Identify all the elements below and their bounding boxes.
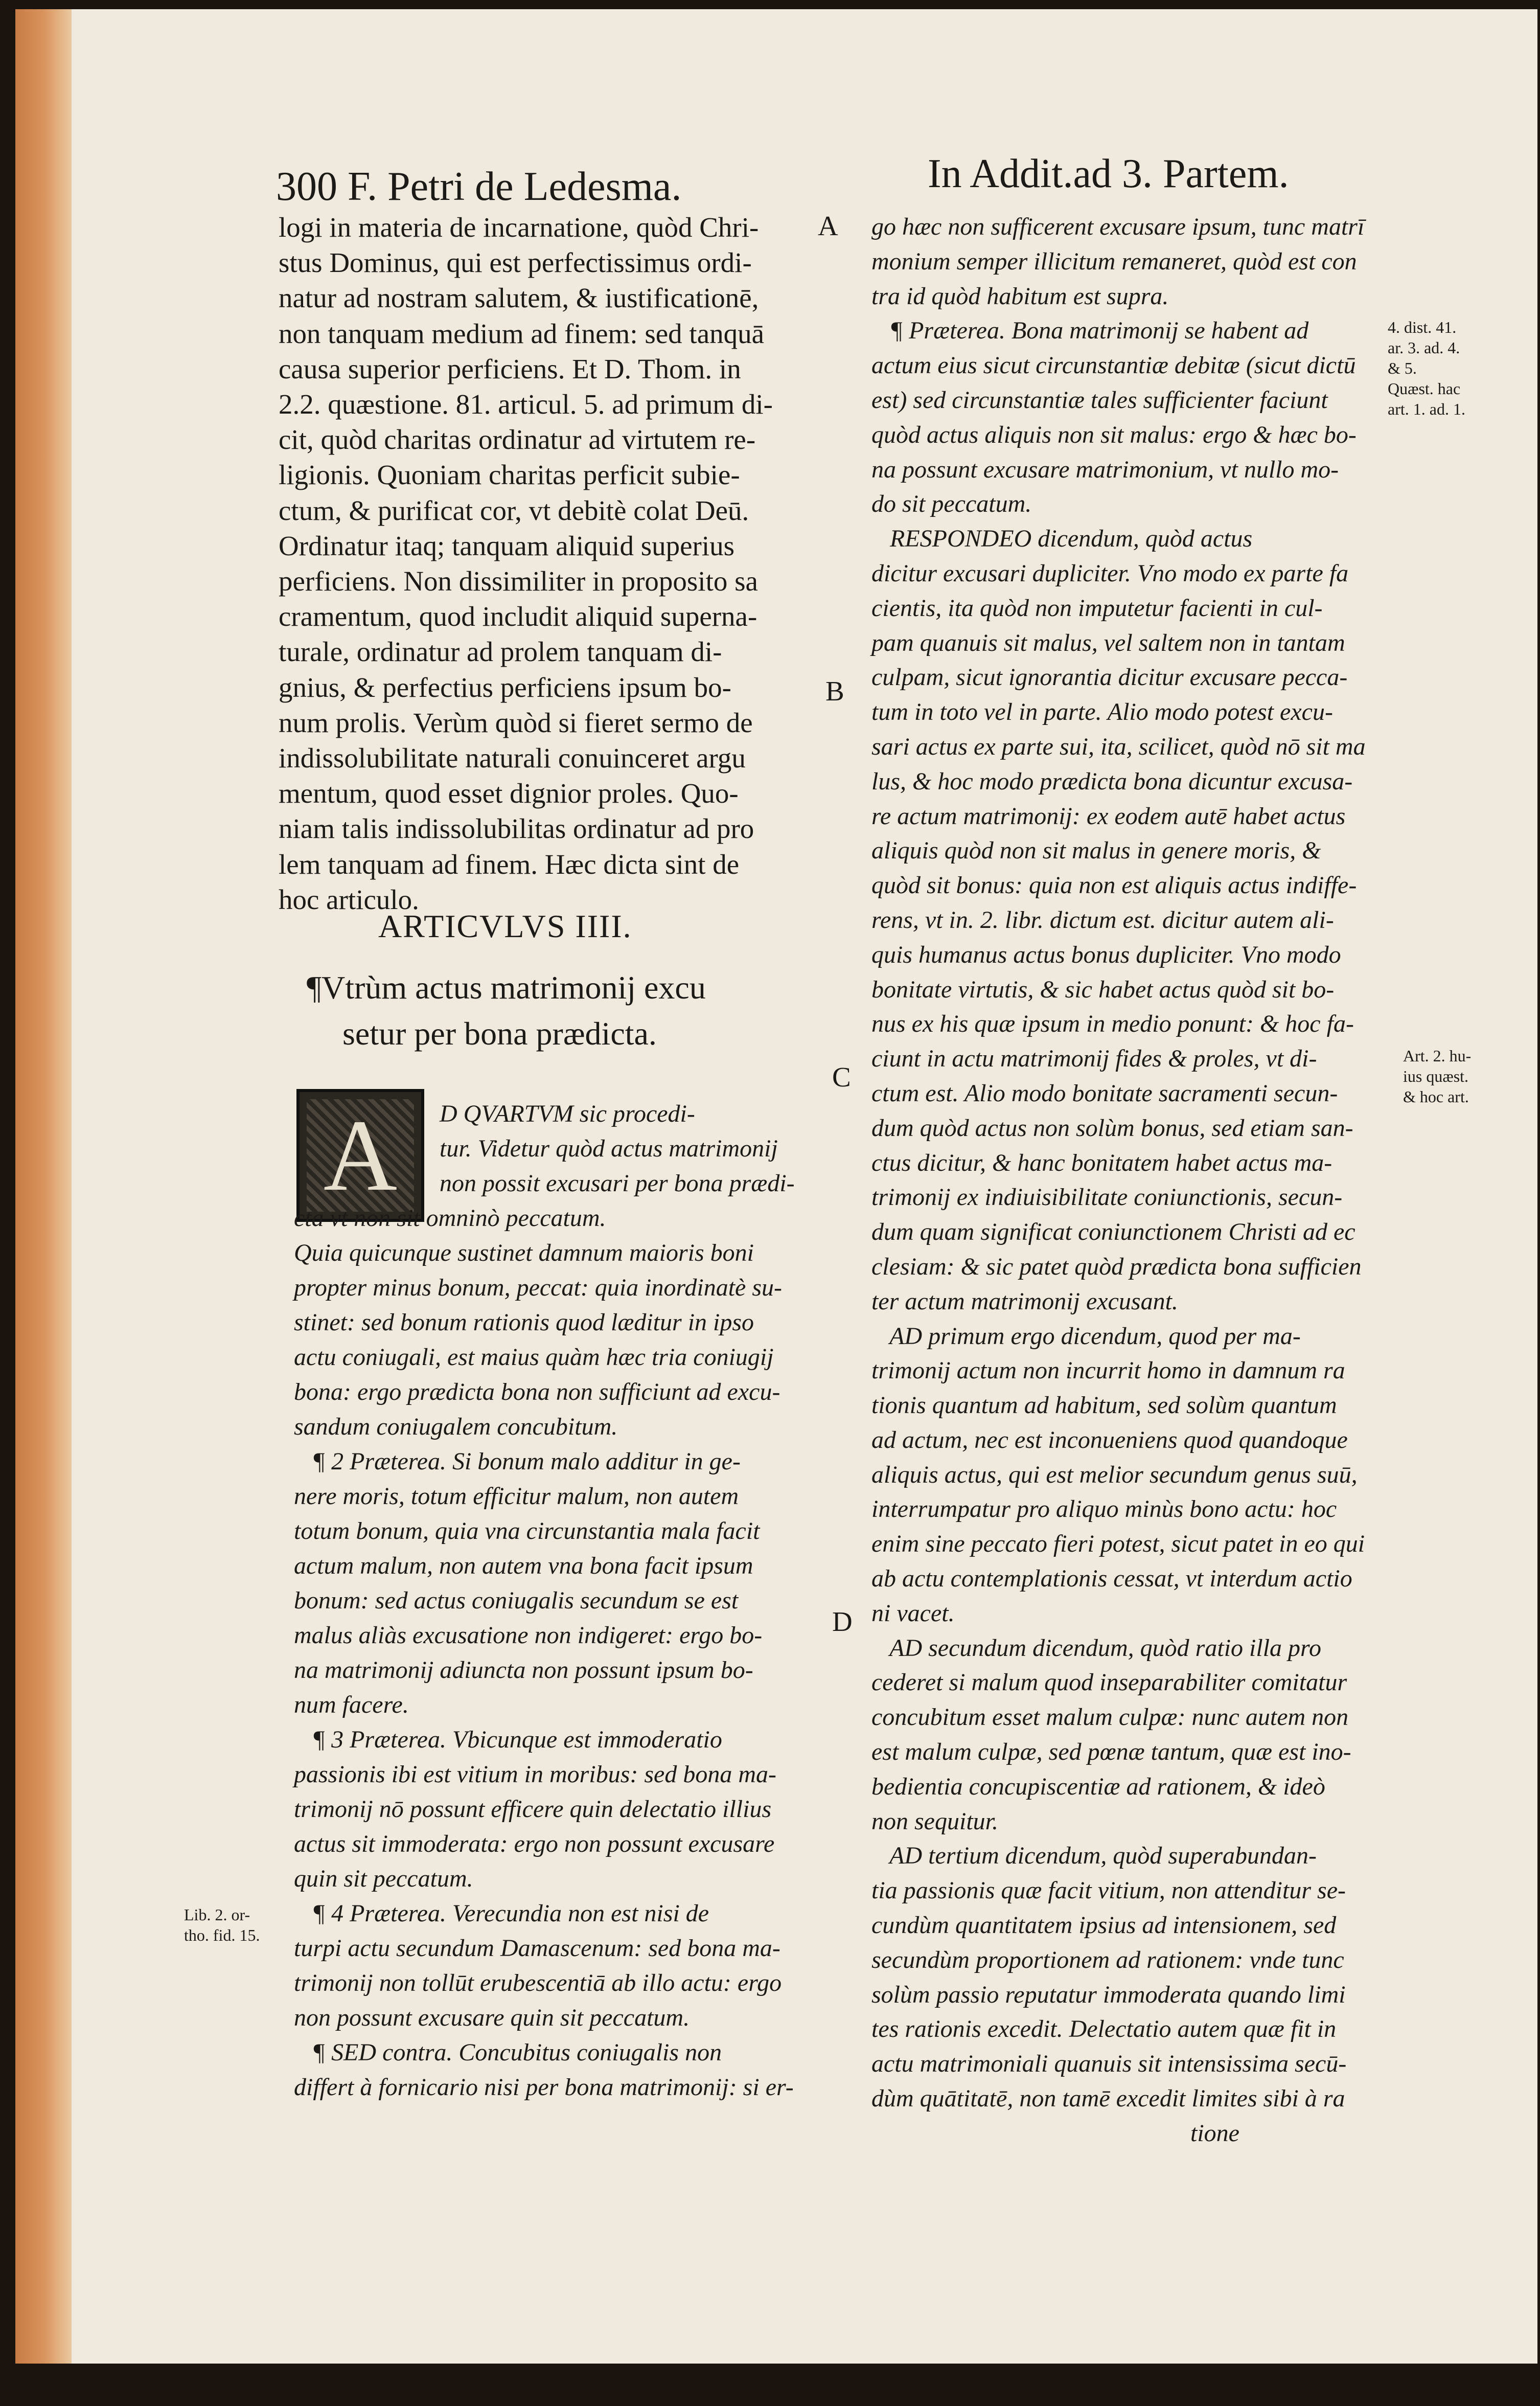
left-column-top-text: logi in materia de incarnatione, quòd Chri- stus Dominus, qui est perfectissimus ordi- natur ad nostram salutem, & iustificationē, non tanquam medium ad finem: sed tanquā causa superior perficiens. Et D. Thom. in 2.2. quæstione. 81. articul. 5. ad primum di- cit, quòd charitas ordinatur ad virtutem re- ligionis. Quoniam charitas perficit subie- ctum, & purificat cor, vt debitè colat Deū. Ordinatur itaq; tanquam aliquid superius perficiens. Non dissimiliter in proposito sa cramentum, quod includit aliquid superna- turale, ordinatur ad prolem tanquam di- gnius, & perfectius perficiens ipsum bo- num prolis. Verùm quòd si fieret sermo de indissolubilitate naturali conuinceret argu mentum, quod esset dignior proles. Quo- niam talis indissolubilitas ordinatur ad pro lem tanquam ad finem. Hæc dicta sint de hoc articulo. — [279, 212, 773, 915]
article-heading: ARTICVLVS IIII. — [378, 908, 632, 944]
margin-note-art: Art. 2. hu- ius quæst. & hoc art. — [1403, 1047, 1472, 1106]
running-header-right: In Addit.ad 3. Partem. — [928, 151, 1289, 196]
left-column-article-body: cta vt non sit omninò peccatum. Quia quicunque sustinet damnum maioris boni propter minus bonum, peccat: quia inordinatè su- stinet: sed bonum rationis quod læditur in ipso actu coniugali, est maius quàm hæc tria coniugij bona: ergo prædicta bona non sufficiunt ad excu- sandum coniugalem concubitum. ¶ 2 Præterea. Si bonum malo additur in ge- nere moris, totum efficitur malum, non autem totum bonum, quia vna circunstantia mala facit actum malum, non autem vna bona facit ipsum bonum: sed actus coniugalis secundum se est malus aliàs excusatione non indigeret: ergo bo- na matrimonij adiuncta non possunt ipsum bo- num facere. ¶ 3 Præterea. Vbicunque est immoderatio passionis ibi est vitium in moribus: sed bona ma- trimonij nō possunt efficere quin delectatio illius actus sit immoderata: ergo non possunt excusare quin sit peccatum. ¶ 4 Præterea. Verecundia non est nisi de turpi actu secundum Damascenum: sed bona ma- trimonij non tollūt erubescentiā ab illo actu: ergo non possunt excusare quin sit peccatum. ¶ SED contra. Concubitus coniugalis non differt à fornicario nisi per bona matrimonij: si er- — [294, 1205, 794, 2101]
article-question-line-1: ¶Vtrùm actus matrimonij excu — [307, 969, 706, 1006]
right-column-text: go hæc non sufficerent excusare ipsum, tunc matrī monium semper illicitum remaneret, quòd est con tra id quòd habitum est supra. ¶ Præterea. Bona matrimonij se habent ad actum eius sicut circunstantiæ debitæ (sicut dictū est) sed circunstantiæ tales sufficienter faciunt quòd actus aliquis non sit malus: ergo & hæc bo- na possunt excusare matrimonium, vt nullo mo- do sit peccatum. RESPONDEO dicendum, quòd actus dicitur excusari dupliciter. Vno modo ex parte fa cientis, ita quòd non imputetur facienti in cul- pam quanuis sit malus, vel saltem non in tantam culpam, sicut ignorantia dicitur excusare pecca- tum in toto vel in parte. Alio modo potest excu- sari actus ex parte sui, ita, scilicet, quòd nō sit ma lus, & hoc modo prædicta bona dicuntur excusa- re actum matrimonij: ex eodem autē habet actus aliquis quòd non sit malus in genere moris, & quòd sit bonus: quia non est aliquis actus indiffe- rens, vt in. 2. libr. dictum est. dicitur autem ali- quis humanus actus bonus dupliciter. Vno modo bonitate virtutis, & sic habet actus quòd sit bo- nus ex his quæ ipsum in medio ponunt: & hoc fa- ciunt in actu matrimonij fides & proles, vt di- ctum est. Alio modo bonitate sacramenti secun- dum quòd actus non solùm bonus, sed etiam san- ctus dicitur, & hanc bonitatem habet actus ma- trimonij ex indiuisibilitate coniunctionis, secun- dum quam significat coniunctionem Christi ad ec clesiam: & sic patet quòd prædicta bona sufficien ter actum matrimonij excusant. AD primum ergo dicendum, quod per ma- trimonij actum non incurrit homo in damnum ra tionis quantum ad habitum, sed solùm quantum ad actum, nec est inconueniens quod quandoque aliquis actus, qui est melior secundum genus suū, interrumpatur pro aliquo minùs bono actu: hoc enim sine peccato fieri potest, sicut patet in eo qui ab actu contemplationis cessat, vt interdum actio ni vacet. AD secundum dicendum, quòd ratio illa pro cederet si malum quod inseparabiliter comitatur concubitum esset malum culpæ: nunc autem non est malum culpæ, sed pœnæ tantum, quæ est ino- bedientia concupiscentiæ ad rationem, & ideò non sequitur. AD tertium dicendum, quòd superabundan- tia passionis quæ facit vitium, non attenditur se- cundùm quantitatem ipsius ad intensionem, sed secundùm proportionem ad rationem: vnde tunc solùm passio reputatur immoderata quando limi tes rationis excedit. Delectatio autem quæ fit in actu matrimoniali quanuis sit intensissima secū- dùm quātitatē, non tamē excedit limites sibi à ra tione — [871, 213, 1366, 2147]
decorated-initial-letter: A — [323, 1099, 398, 1212]
margin-letter-c: C — [832, 1061, 851, 1093]
left-column-article-opening: D QVARTVM sic procedi- tur. Videtur quòd actus matrimonij non possit excusari per bona prædi- — [440, 1100, 795, 1197]
margin-letter-b: B — [825, 675, 844, 707]
book-spine-edge — [15, 9, 72, 2364]
margin-letter-d: D — [832, 1606, 853, 1637]
margin-note-lib: Lib. 2. or- tho. fid. 15. — [184, 1905, 260, 1944]
article-question-line-2: setur per bona prædicta. — [342, 1015, 657, 1052]
margin-note-dist: 4. dist. 41. ar. 3. ad. 4. & 5. Quæst. hac art. 1. ad. 1. — [1388, 318, 1465, 418]
running-header-left: 300 F. Petri de Ledesma. — [276, 164, 682, 209]
margin-letter-a: A — [818, 210, 838, 241]
